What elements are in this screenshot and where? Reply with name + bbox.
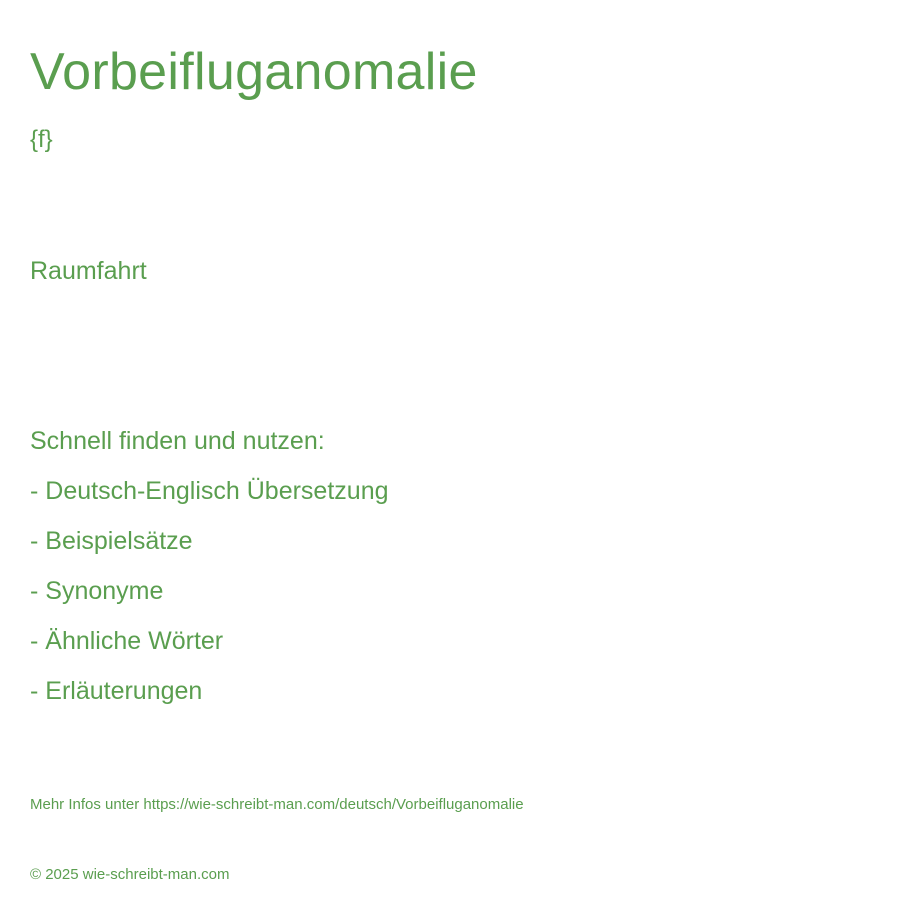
feature-item-translation: - Deutsch-Englisch Übersetzung — [30, 477, 389, 505]
category-label: Raumfahrt — [30, 257, 147, 285]
page-title: Vorbeifluganomalie — [30, 43, 478, 101]
more-info-link[interactable]: https://wie-schreibt-man.com/deutsch/Vorbeifluganomalie — [143, 796, 524, 813]
features-heading: Schnell finden und nutzen: — [30, 427, 325, 455]
feature-item-explanations: - Erläuterungen — [30, 677, 203, 705]
feature-item-synonyms: - Synonyme — [30, 577, 164, 605]
feature-item-similar-words: - Ähnliche Wörter — [30, 627, 224, 655]
more-info-prefix: Mehr Infos unter — [30, 796, 144, 813]
page-content — [30, 0, 870, 900]
features-list — [30, 475, 389, 725]
feature-item-example-sentences: - Beispielsätze — [30, 527, 193, 555]
copyright-footer: © 2025 wie-schreibt-man.com — [30, 866, 230, 883]
gender-label: {f} — [30, 126, 53, 153]
more-info — [30, 795, 524, 815]
